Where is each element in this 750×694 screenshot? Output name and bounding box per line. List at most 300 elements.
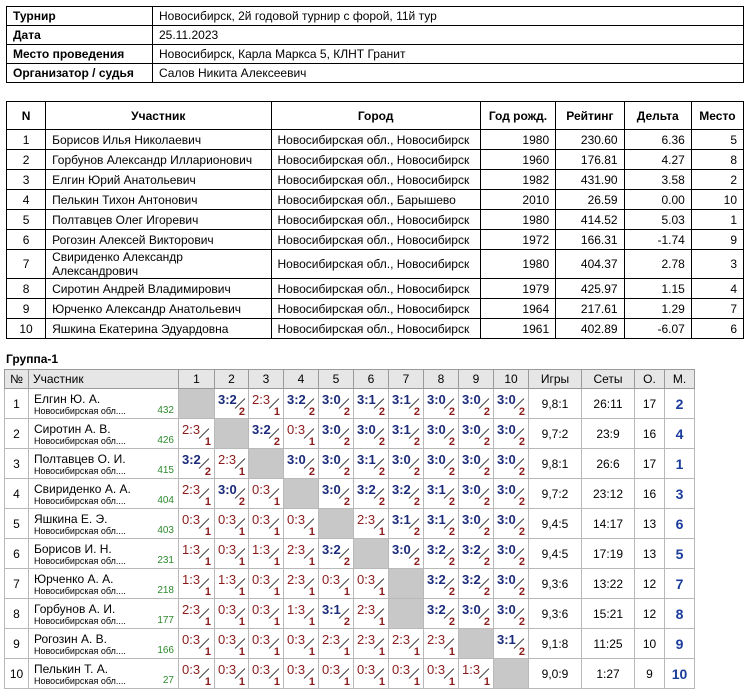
score bbox=[494, 449, 528, 478]
score-sets: 3:0 bbox=[357, 422, 376, 437]
score-points: 1 bbox=[273, 616, 280, 628]
score-sets: 2:3 bbox=[252, 392, 271, 407]
grid-score-cell bbox=[494, 509, 529, 539]
score bbox=[319, 449, 353, 478]
participant-delta: 3.58 bbox=[624, 170, 691, 190]
participant-rating: 404.37 bbox=[556, 250, 624, 279]
grid-score-cell bbox=[389, 389, 424, 419]
grid-row-num: 10 bbox=[5, 659, 29, 689]
score-points: 1 bbox=[238, 526, 245, 538]
grid-sets: 17:19 bbox=[582, 539, 635, 569]
score bbox=[179, 539, 214, 568]
score-sets: 2:3 bbox=[357, 632, 376, 647]
grid-place: 8 bbox=[665, 599, 695, 629]
grid-points: 17 bbox=[635, 449, 665, 479]
score-sets: 2:3 bbox=[357, 512, 376, 527]
score-sets: 0:3 bbox=[218, 512, 237, 527]
score-points: 2 bbox=[518, 616, 525, 628]
score-sets: 0:3 bbox=[357, 572, 376, 587]
grid-games: 9,7:2 bbox=[529, 419, 582, 449]
score-sets: 0:3 bbox=[252, 662, 271, 677]
grid-player-name: Рогозин А. В. bbox=[34, 632, 107, 646]
score-sets: 2:3 bbox=[427, 632, 446, 647]
score-points: 1 bbox=[238, 616, 245, 628]
score-points: 2 bbox=[273, 436, 280, 448]
score bbox=[319, 659, 353, 688]
grid-header-col: 9 bbox=[459, 370, 494, 389]
participant-rating: 425.97 bbox=[556, 279, 624, 299]
grid-row-num: 3 bbox=[5, 449, 29, 479]
grid-row bbox=[5, 419, 695, 449]
grid-row-num: 8 bbox=[5, 599, 29, 629]
participant-row bbox=[7, 319, 744, 339]
score-sets: 0:3 bbox=[252, 572, 271, 587]
score bbox=[319, 599, 353, 628]
grid-player-cell bbox=[29, 599, 179, 629]
grid-player-rating: 404 bbox=[157, 495, 174, 506]
score bbox=[284, 449, 318, 478]
grid-score-cell bbox=[494, 479, 529, 509]
group-title: Группа-1 bbox=[6, 352, 59, 366]
info-row bbox=[7, 45, 744, 64]
score-sets: 2:3 bbox=[322, 632, 341, 647]
participant-delta: 4.27 bbox=[624, 150, 691, 170]
grid-player-cell bbox=[29, 449, 179, 479]
score bbox=[459, 569, 493, 598]
participants-table bbox=[6, 101, 744, 339]
grid-self-cell bbox=[494, 659, 529, 689]
grid-score-cell bbox=[284, 539, 319, 569]
score-sets: 3:0 bbox=[427, 392, 446, 407]
score-sets: 0:3 bbox=[182, 632, 201, 647]
participant-delta: 1.29 bbox=[624, 299, 691, 319]
grid-score-cell bbox=[424, 389, 459, 419]
score-sets: 0:3 bbox=[218, 632, 237, 647]
participant-row bbox=[7, 130, 744, 150]
grid-score-cell bbox=[424, 599, 459, 629]
grid-score-cell bbox=[284, 419, 319, 449]
score-points: 1 bbox=[204, 616, 211, 628]
participant-year: 1972 bbox=[480, 230, 555, 250]
grid-score-cell bbox=[179, 569, 215, 599]
score bbox=[249, 629, 283, 658]
score-sets: 3:0 bbox=[322, 452, 341, 467]
grid-points: 16 bbox=[635, 479, 665, 509]
grid-place: 10 bbox=[665, 659, 695, 689]
score-points: 2 bbox=[483, 616, 490, 628]
grid-score-cell bbox=[424, 509, 459, 539]
participants-header: Дельта bbox=[624, 102, 691, 130]
score-points: 2 bbox=[448, 586, 455, 598]
score bbox=[215, 629, 248, 658]
grid-self-cell bbox=[459, 629, 494, 659]
participant-name: Яшкина Екатерина Эдуардовна bbox=[46, 319, 271, 339]
score bbox=[249, 599, 283, 628]
score-points: 1 bbox=[204, 586, 211, 598]
score-points: 2 bbox=[238, 496, 245, 508]
grid-header-col: 8 bbox=[424, 370, 459, 389]
info-row bbox=[7, 26, 744, 45]
grid-score-cell bbox=[424, 539, 459, 569]
grid-score-cell bbox=[459, 449, 494, 479]
grid-place: 9 bbox=[665, 629, 695, 659]
grid-player-city: Новосибирская обл.... bbox=[34, 526, 126, 536]
score bbox=[494, 629, 528, 658]
score-points: 2 bbox=[448, 496, 455, 508]
grid-score-cell bbox=[389, 539, 424, 569]
score-points: 2 bbox=[378, 406, 385, 418]
grid-points: 17 bbox=[635, 389, 665, 419]
score bbox=[494, 389, 528, 418]
grid-player-rating: 218 bbox=[157, 585, 174, 596]
score-points: 1 bbox=[413, 676, 420, 688]
participant-rating: 26.59 bbox=[556, 190, 624, 210]
grid-player-name: Елгин Ю. А. bbox=[34, 392, 101, 406]
participant-place: 10 bbox=[691, 190, 743, 210]
grid-player-rating: 177 bbox=[157, 615, 174, 626]
participant-row bbox=[7, 190, 744, 210]
score-sets: 3:0 bbox=[322, 422, 341, 437]
score-points: 2 bbox=[518, 556, 525, 568]
grid-score-cell bbox=[354, 509, 389, 539]
grid-score-cell bbox=[354, 449, 389, 479]
score bbox=[215, 659, 248, 688]
participant-city: Новосибирская обл., Новосибирск bbox=[271, 230, 480, 250]
grid-sets: 26:11 bbox=[582, 389, 635, 419]
grid-header-num: № bbox=[5, 370, 29, 389]
grid-score-cell bbox=[179, 449, 215, 479]
participant-row bbox=[7, 170, 744, 190]
grid-points: 12 bbox=[635, 599, 665, 629]
score-sets: 3:2 bbox=[427, 572, 446, 587]
tournament-info-table bbox=[6, 6, 744, 83]
score-points: 1 bbox=[378, 526, 385, 538]
grid-player-cell bbox=[29, 659, 179, 689]
score bbox=[424, 599, 458, 628]
grid-score-cell bbox=[319, 539, 354, 569]
participant-city: Новосибирская обл., Новосибирск bbox=[271, 150, 480, 170]
grid-score-cell bbox=[494, 569, 529, 599]
score bbox=[389, 659, 423, 688]
participant-year: 1980 bbox=[480, 130, 555, 150]
grid-score-cell bbox=[215, 599, 249, 629]
grid-row bbox=[5, 569, 695, 599]
score-sets: 3:2 bbox=[427, 542, 446, 557]
info-row bbox=[7, 64, 744, 83]
score bbox=[215, 539, 248, 568]
participant-rating: 176.81 bbox=[556, 150, 624, 170]
grid-self-cell bbox=[389, 569, 424, 599]
grid-player-name: Свириденко А. А. bbox=[34, 482, 131, 496]
grid-score-cell bbox=[319, 659, 354, 689]
grid-self-cell bbox=[249, 449, 284, 479]
score-sets: 1:3 bbox=[182, 572, 201, 587]
score-points: 1 bbox=[378, 586, 385, 598]
grid-header-place: М. bbox=[665, 370, 695, 389]
grid-row-num: 6 bbox=[5, 539, 29, 569]
grid-place: 1 bbox=[665, 449, 695, 479]
grid-score-cell bbox=[284, 449, 319, 479]
info-value: 25.11.2023 bbox=[153, 26, 744, 45]
score bbox=[284, 599, 318, 628]
participant-name: Полтавцев Олег Игоревич bbox=[46, 210, 271, 230]
grid-self-cell bbox=[215, 419, 249, 449]
score-sets: 3:0 bbox=[462, 602, 481, 617]
grid-score-cell bbox=[354, 629, 389, 659]
grid-player-city: Новосибирская обл.... bbox=[34, 406, 126, 416]
grid-score-cell bbox=[215, 569, 249, 599]
grid-self-cell bbox=[284, 479, 319, 509]
score-sets: 3:2 bbox=[462, 542, 481, 557]
grid-player-city: Новосибирская обл.... bbox=[34, 646, 126, 656]
score-sets: 3:1 bbox=[427, 482, 446, 497]
score-points: 2 bbox=[518, 496, 525, 508]
grid-score-cell bbox=[494, 629, 529, 659]
score-points: 1 bbox=[204, 556, 211, 568]
participant-city: Новосибирская обл., Новосибирск bbox=[271, 319, 480, 339]
grid-player-cell bbox=[29, 539, 179, 569]
score bbox=[354, 629, 388, 658]
participant-place: 4 bbox=[691, 279, 743, 299]
grid-header-col: 5 bbox=[319, 370, 354, 389]
score-sets: 2:3 bbox=[287, 572, 306, 587]
score-points: 2 bbox=[413, 466, 420, 478]
score bbox=[389, 419, 423, 448]
participant-n: 6 bbox=[7, 230, 46, 250]
grid-score-cell bbox=[459, 599, 494, 629]
score bbox=[179, 599, 214, 628]
participant-place: 8 bbox=[691, 150, 743, 170]
grid-score-cell bbox=[215, 449, 249, 479]
score-points: 2 bbox=[448, 616, 455, 628]
score-points: 1 bbox=[204, 496, 211, 508]
score bbox=[284, 509, 318, 538]
score-sets: 3:2 bbox=[357, 482, 376, 497]
grid-score-cell bbox=[284, 569, 319, 599]
score bbox=[424, 509, 458, 538]
participant-year: 1982 bbox=[480, 170, 555, 190]
score-points: 1 bbox=[308, 556, 315, 568]
participant-city: Новосибирская обл., Новосибирск bbox=[271, 210, 480, 230]
info-label: Место проведения bbox=[7, 45, 153, 64]
score bbox=[354, 419, 388, 448]
grid-self-cell bbox=[354, 539, 389, 569]
grid-games: 9,3:6 bbox=[529, 599, 582, 629]
score-points: 1 bbox=[308, 526, 315, 538]
participant-n: 2 bbox=[7, 150, 46, 170]
score-sets: 0:3 bbox=[287, 422, 306, 437]
grid-player-rating: 231 bbox=[157, 555, 174, 566]
score bbox=[215, 599, 248, 628]
participant-place: 5 bbox=[691, 130, 743, 150]
score bbox=[284, 629, 318, 658]
score-points: 1 bbox=[204, 676, 211, 688]
participant-n: 4 bbox=[7, 190, 46, 210]
grid-self-cell bbox=[319, 509, 354, 539]
score-points: 1 bbox=[448, 646, 455, 658]
grid-header-col: 10 bbox=[494, 370, 529, 389]
grid-sets: 11:25 bbox=[582, 629, 635, 659]
participant-n: 7 bbox=[7, 250, 46, 279]
score-sets: 1:3 bbox=[252, 542, 271, 557]
score-sets: 0:3 bbox=[287, 632, 306, 647]
grid-score-cell bbox=[424, 629, 459, 659]
participant-place: 7 bbox=[691, 299, 743, 319]
grid-score-cell bbox=[494, 389, 529, 419]
score-sets: 0:3 bbox=[252, 602, 271, 617]
grid-score-cell bbox=[179, 419, 215, 449]
participant-n: 8 bbox=[7, 279, 46, 299]
participant-year: 1961 bbox=[480, 319, 555, 339]
score-points: 1 bbox=[238, 466, 245, 478]
participant-city: Новосибирская обл., Новосибирск bbox=[271, 279, 480, 299]
participant-rating: 230.60 bbox=[556, 130, 624, 150]
grid-score-cell bbox=[249, 659, 284, 689]
grid-row-num: 2 bbox=[5, 419, 29, 449]
score bbox=[319, 389, 353, 418]
score bbox=[459, 449, 493, 478]
score-points: 2 bbox=[448, 556, 455, 568]
score bbox=[389, 629, 423, 658]
grid-points: 16 bbox=[635, 419, 665, 449]
score-sets: 3:1 bbox=[357, 392, 376, 407]
score-points: 2 bbox=[518, 526, 525, 538]
score-points: 2 bbox=[343, 406, 350, 418]
score bbox=[284, 539, 318, 568]
score bbox=[424, 569, 458, 598]
score bbox=[424, 659, 458, 688]
grid-row-num: 9 bbox=[5, 629, 29, 659]
grid-header-player: Участник bbox=[29, 370, 179, 389]
score bbox=[459, 419, 493, 448]
score-sets: 3:2 bbox=[427, 602, 446, 617]
participant-row bbox=[7, 250, 744, 279]
info-label: Турнир bbox=[7, 7, 153, 26]
score-points: 1 bbox=[308, 586, 315, 598]
score-sets: 3:2 bbox=[322, 542, 341, 557]
grid-player-cell bbox=[29, 509, 179, 539]
grid-score-cell bbox=[389, 659, 424, 689]
score-points: 1 bbox=[273, 676, 280, 688]
grid-score-cell bbox=[215, 659, 249, 689]
grid-score-cell bbox=[494, 539, 529, 569]
participant-year: 1980 bbox=[480, 250, 555, 279]
score-points: 2 bbox=[518, 436, 525, 448]
participant-delta: -1.74 bbox=[624, 230, 691, 250]
participant-row bbox=[7, 230, 744, 250]
score-points: 1 bbox=[308, 616, 315, 628]
grid-score-cell bbox=[179, 509, 215, 539]
score-sets: 3:0 bbox=[287, 452, 306, 467]
grid-row bbox=[5, 509, 695, 539]
score-sets: 3:0 bbox=[322, 392, 341, 407]
score-sets: 0:3 bbox=[182, 512, 201, 527]
score-points: 1 bbox=[483, 676, 490, 688]
score-points: 1 bbox=[204, 526, 211, 538]
grid-row-num: 4 bbox=[5, 479, 29, 509]
grid-score-cell bbox=[459, 659, 494, 689]
grid-row bbox=[5, 599, 695, 629]
grid-score-cell bbox=[215, 389, 249, 419]
info-label: Организатор / судья bbox=[7, 64, 153, 83]
score-sets: 3:2 bbox=[182, 452, 201, 467]
score-points: 1 bbox=[448, 676, 455, 688]
grid-player-cell bbox=[29, 479, 179, 509]
score-sets: 0:3 bbox=[218, 662, 237, 677]
info-label: Дата bbox=[7, 26, 153, 45]
score bbox=[354, 449, 388, 478]
score-sets: 1:3 bbox=[218, 572, 237, 587]
participant-place: 9 bbox=[691, 230, 743, 250]
grid-points: 9 bbox=[635, 659, 665, 689]
participants-header: N bbox=[7, 102, 46, 130]
score-points: 2 bbox=[308, 466, 315, 478]
score-points: 1 bbox=[378, 646, 385, 658]
score-points: 1 bbox=[308, 436, 315, 448]
score-points: 2 bbox=[518, 646, 525, 658]
score bbox=[284, 659, 318, 688]
grid-score-cell bbox=[215, 629, 249, 659]
grid-sets: 15:21 bbox=[582, 599, 635, 629]
participant-delta: 6.36 bbox=[624, 130, 691, 150]
grid-score-cell bbox=[319, 389, 354, 419]
participant-delta: 1.15 bbox=[624, 279, 691, 299]
participant-city: Новосибирская обл., Новосибирск bbox=[271, 250, 480, 279]
score-points: 2 bbox=[413, 436, 420, 448]
score bbox=[389, 479, 423, 508]
score-sets: 3:1 bbox=[497, 632, 516, 647]
grid-place: 3 bbox=[665, 479, 695, 509]
score bbox=[459, 539, 493, 568]
participant-name: Елгин Юрий Анатольевич bbox=[46, 170, 271, 190]
score-sets: 2:3 bbox=[287, 542, 306, 557]
score bbox=[249, 419, 283, 448]
grid-header-col: 6 bbox=[354, 370, 389, 389]
score bbox=[389, 389, 423, 418]
score bbox=[319, 629, 353, 658]
score-sets: 3:0 bbox=[392, 452, 411, 467]
participant-rating: 402.89 bbox=[556, 319, 624, 339]
score bbox=[494, 479, 528, 508]
grid-points: 13 bbox=[635, 539, 665, 569]
grid-score-cell bbox=[459, 509, 494, 539]
grid-score-cell bbox=[389, 509, 424, 539]
score-sets: 3:0 bbox=[392, 542, 411, 557]
participant-city: Новосибирская обл., Новосибирск bbox=[271, 299, 480, 319]
score-sets: 3:0 bbox=[497, 542, 516, 557]
grid-score-cell bbox=[249, 569, 284, 599]
score bbox=[389, 509, 423, 538]
score bbox=[215, 509, 248, 538]
score-points: 1 bbox=[273, 556, 280, 568]
score bbox=[424, 629, 458, 658]
score-points: 2 bbox=[483, 526, 490, 538]
grid-row bbox=[5, 449, 695, 479]
score bbox=[424, 419, 458, 448]
grid-score-cell bbox=[354, 659, 389, 689]
score-points: 2 bbox=[413, 526, 420, 538]
participant-rating: 217.61 bbox=[556, 299, 624, 319]
grid-player-cell bbox=[29, 419, 179, 449]
participant-year: 1960 bbox=[480, 150, 555, 170]
score-points: 2 bbox=[343, 556, 350, 568]
grid-score-cell bbox=[249, 539, 284, 569]
participant-n: 9 bbox=[7, 299, 46, 319]
score bbox=[319, 419, 353, 448]
grid-player-city: Новосибирская обл.... bbox=[34, 436, 126, 446]
grid-sets: 14:17 bbox=[582, 509, 635, 539]
grid-header-sets: Сеты bbox=[582, 370, 635, 389]
